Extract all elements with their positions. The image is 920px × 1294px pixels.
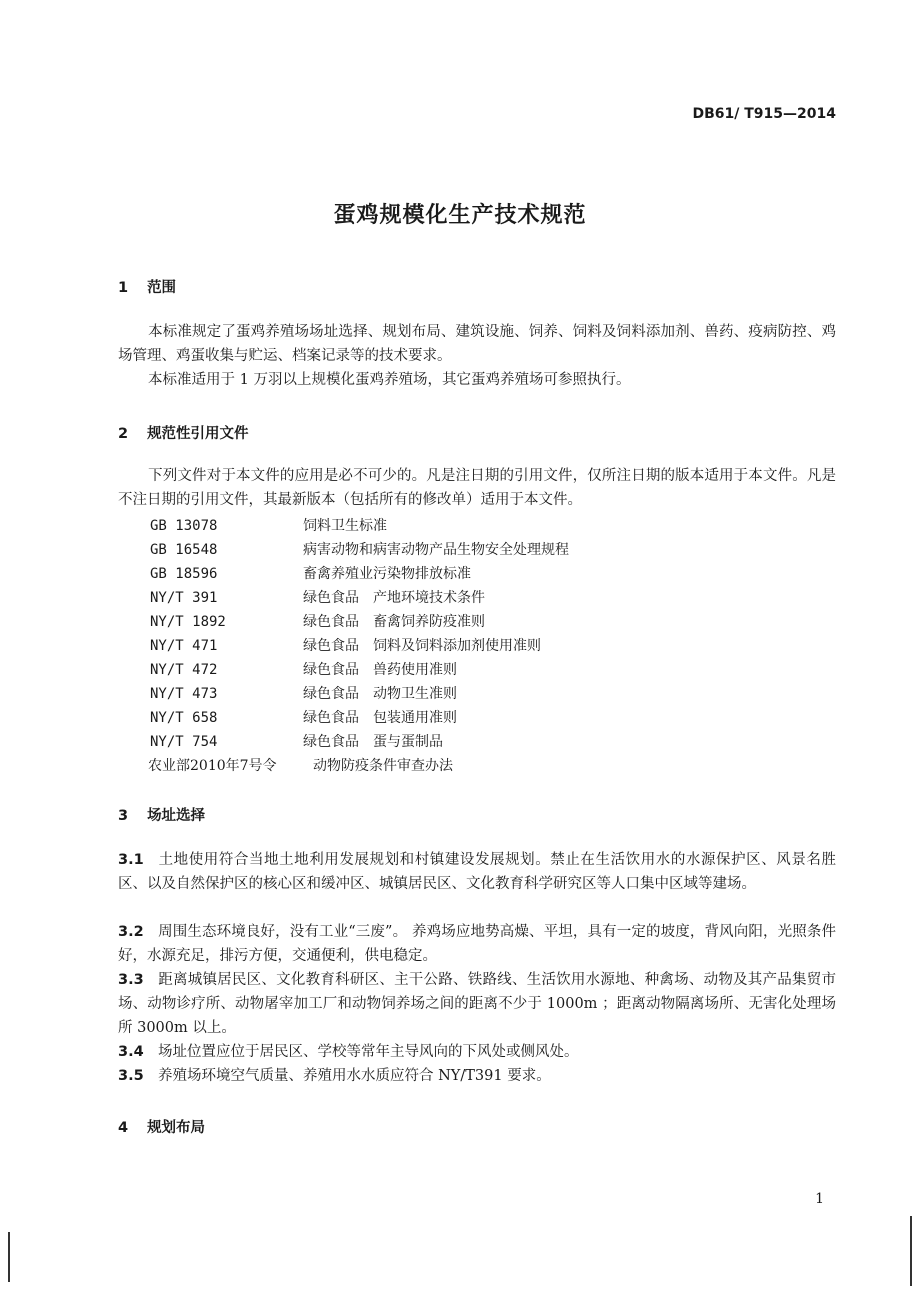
clause-number: 3.2 <box>118 924 144 940</box>
clause-number: 3.1 <box>118 852 144 868</box>
reference-code: GB 13078 <box>150 518 218 534</box>
clause-3-3 <box>118 968 836 1040</box>
section-title: 规划布局 <box>147 1120 206 1136</box>
section-title: 场址选择 <box>147 808 206 824</box>
reference-row <box>150 562 750 586</box>
clause-3-1 <box>118 848 836 896</box>
section-2-paragraph-1 <box>118 464 836 512</box>
reference-row <box>150 730 750 754</box>
section-number: 2 <box>118 426 129 442</box>
reference-row <box>150 634 750 658</box>
reference-row <box>150 538 750 562</box>
paragraph-text: 本标准规定了蛋鸡养殖场场址选择、规划布局、建筑设施、饲养、饲料及饲料添加剂、兽药、疫病防控、鸡场管理、鸡蛋收集与贮运、档案记录等的技术要求。 <box>118 324 836 364</box>
reference-row <box>148 754 750 778</box>
reference-code: NY/T 472 <box>150 662 218 678</box>
section-4-heading <box>118 1116 205 1137</box>
section-1-paragraph-1 <box>118 320 836 368</box>
reference-row <box>150 610 750 634</box>
section-title: 规范性引用文件 <box>147 426 249 442</box>
section-1-paragraph-2 <box>118 368 836 392</box>
section-2-heading <box>118 422 249 443</box>
scan-edge-mark <box>910 1216 912 1286</box>
reference-row <box>150 586 750 610</box>
reference-title: 绿色食品 蛋与蛋制品 <box>303 734 443 750</box>
paragraph-text: 本标准适用于 1 万羽以上规模化蛋鸡养殖场，其它蛋鸡养殖场可参照执行。 <box>148 372 631 388</box>
reference-title: 绿色食品 动物卫生准则 <box>303 686 457 702</box>
clause-text: 场址位置应位于居民区、学校等常年主导风向的下风处或侧风处。 <box>158 1044 579 1060</box>
section-1-heading <box>118 276 176 297</box>
reference-code: NY/T 471 <box>150 638 218 654</box>
section-title: 范围 <box>147 280 177 296</box>
reference-row <box>150 514 750 538</box>
reference-title: 绿色食品 畜禽饲养防疫准则 <box>303 614 485 630</box>
clause-text: 养殖场环境空气质量、养殖用水水质应符合 NY/T391 要求。 <box>158 1068 551 1084</box>
page-number: 1 <box>815 1191 824 1207</box>
reference-code: 农业部2010年7号令 <box>148 758 277 774</box>
clause-3-2 <box>118 920 836 968</box>
reference-row <box>150 658 750 682</box>
reference-row <box>150 682 750 706</box>
section-number: 4 <box>118 1120 129 1136</box>
reference-code: NY/T 473 <box>150 686 218 702</box>
clause-3-4 <box>118 1040 836 1064</box>
clause-text: 距离城镇居民区、文化教育科研区、主干公路、铁路线、生活饮用水源地、种禽场、动物及其产品集贸市场、动物诊疗所、动物屠宰加工厂和动物饲养场之间的距离不少于 1000m ；距离动物隔离场所、无害化处理场所 3000m 以上。 <box>118 972 836 1036</box>
reference-code: NY/T 658 <box>150 710 218 726</box>
standard-code: DB61/ T915—2014 <box>692 106 836 122</box>
reference-title: 绿色食品 包装通用准则 <box>303 710 457 726</box>
reference-title: 病害动物和病害动物产品生物安全处理规程 <box>303 542 569 558</box>
document-title: 蛋鸡规模化生产技术规范 <box>333 203 587 228</box>
reference-code: GB 18596 <box>150 566 218 582</box>
clause-number: 3.4 <box>118 1044 144 1060</box>
reference-code: NY/T 1892 <box>150 614 226 630</box>
paragraph-text: 下列文件对于本文件的应用是必不可少的。凡是注日期的引用文件，仅所注日期的版本适用于本文件。凡是不注日期的引用文件，其最新版本（包括所有的修改单）适用于本文件。 <box>118 468 836 508</box>
reference-row <box>150 706 750 730</box>
clause-3-5 <box>118 1064 836 1088</box>
reference-code: NY/T 754 <box>150 734 218 750</box>
section-3-heading <box>118 804 205 825</box>
reference-title: 饲料卫生标准 <box>303 518 387 534</box>
normative-references-list <box>150 514 750 778</box>
scan-edge-mark <box>8 1232 10 1282</box>
reference-code: NY/T 391 <box>150 590 218 606</box>
reference-title: 绿色食品 兽药使用准则 <box>303 662 457 678</box>
reference-title: 畜禽养殖业污染物排放标准 <box>303 566 471 582</box>
reference-title: 动物防疫条件审查办法 <box>313 758 453 774</box>
clause-number: 3.5 <box>118 1068 144 1084</box>
clause-number: 3.3 <box>118 972 144 988</box>
reference-title: 绿色食品 产地环境技术条件 <box>303 590 485 606</box>
section-number: 3 <box>118 808 129 824</box>
reference-title: 绿色食品 饲料及饲料添加剂使用准则 <box>303 638 541 654</box>
clause-text: 土地使用符合当地土地利用发展规划和村镇建设发展规划。禁止在生活饮用水的水源保护区、风景名胜区、以及自然保护区的核心区和缓冲区、城镇居民区、文化教育科学研究区等人口集中区域等建场。 <box>118 852 836 892</box>
section-number: 1 <box>118 280 129 296</box>
reference-code: GB 16548 <box>150 542 218 558</box>
clause-text: 周围生态环境良好，没有工业“三废”。 养鸡场应地势高燥、平坦，具有一定的坡度，背风向阳，光照条件好，水源充足，排污方便，交通便利，供电稳定。 <box>118 924 836 964</box>
